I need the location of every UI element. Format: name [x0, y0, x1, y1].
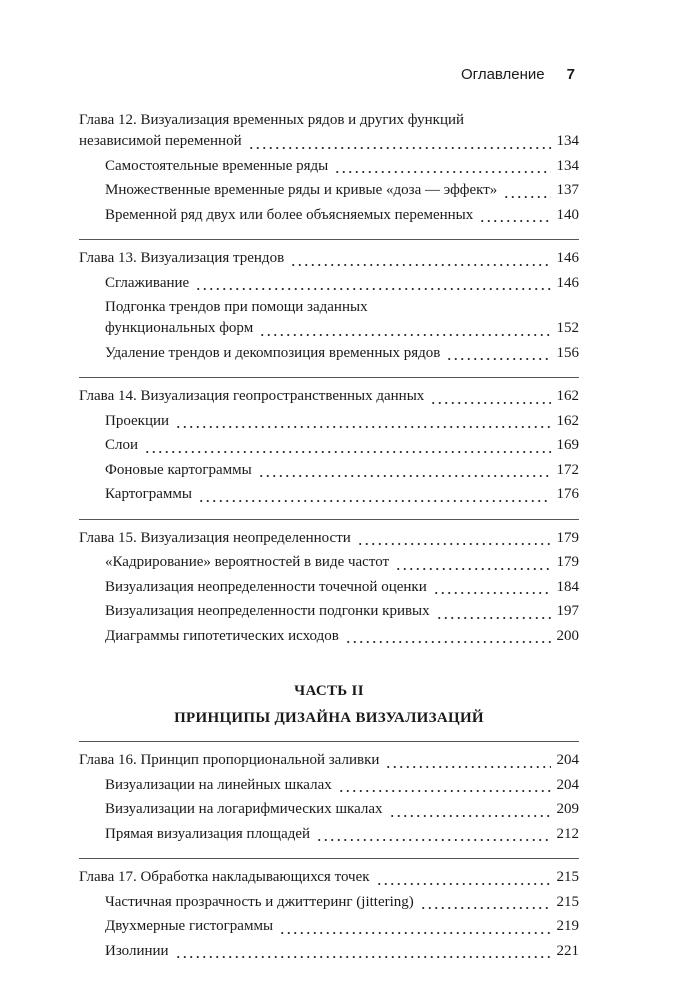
section-title: Картограммы: [105, 486, 192, 502]
page-ref: 221: [556, 942, 579, 959]
page-ref: 140: [556, 206, 579, 223]
chapter-15: [79, 528, 579, 651]
page-ref: 204: [556, 752, 579, 768]
section-row: [79, 460, 579, 485]
section-title-first-line: Подгонка трендов при помощи заданных: [105, 299, 368, 315]
dot-leader: [175, 414, 550, 429]
section-title: функциональных форм: [105, 320, 254, 336]
dot-leader: [175, 944, 551, 959]
chapter-divider: [79, 858, 579, 859]
chapter-12: [79, 110, 579, 229]
dot-leader: [195, 276, 550, 291]
page-ref: 212: [556, 825, 579, 842]
section-row: [79, 484, 579, 509]
page-ref: 209: [556, 801, 579, 817]
section-title: Слои: [105, 437, 139, 453]
section-title: Проекции: [105, 412, 170, 429]
chapter-16: [79, 750, 579, 848]
section-title: Двухмерные гистограммы: [105, 918, 274, 934]
section-row: [79, 273, 579, 298]
section-title: Диаграммы гипотетических исходов: [105, 627, 339, 644]
running-head-title: Оглавление: [461, 66, 545, 83]
dot-leader: [345, 629, 551, 644]
dot-leader: [395, 556, 550, 571]
chapter-row: [79, 750, 579, 775]
chapter-17: [79, 867, 579, 965]
dot-leader: [479, 208, 550, 223]
page-ref: 197: [556, 603, 579, 619]
section-row: [79, 552, 579, 577]
page-ref: 134: [556, 133, 579, 149]
chapter-row: [79, 248, 579, 273]
section-title: Множественные временные ряды и кривые «доза — эффект»: [105, 182, 498, 198]
section-row: [79, 156, 579, 181]
dot-leader: [385, 754, 550, 769]
part-title: ПРИНЦИПЫ ДИЗАЙНА ВИЗУАЛИЗАЦИЙ: [174, 710, 484, 726]
section-title: Временной ряд двух или более объясняемых переменных: [105, 206, 474, 223]
page-ref: 146: [556, 250, 579, 266]
section-title: Визуализация неопределенности подгонки кривых: [105, 603, 430, 619]
section-row: [79, 435, 579, 460]
page-ref: 184: [556, 578, 579, 595]
section-row: [79, 205, 579, 230]
page-ref: 134: [556, 157, 579, 174]
chapter-title: Глава 16. Принцип пропорциональной заливки: [79, 752, 380, 768]
section-row: [79, 892, 579, 917]
section-row: [79, 577, 579, 602]
dot-leader: [290, 252, 550, 267]
dot-leader: [430, 390, 550, 405]
dot-leader: [316, 827, 550, 842]
dot-leader: [503, 184, 550, 199]
chapter-row: [79, 528, 579, 553]
section-row: [79, 411, 579, 436]
dot-leader: [376, 871, 551, 886]
section-title: Визуализация неопределенности точечной оценки: [105, 578, 427, 595]
chapter-divider: [79, 377, 579, 378]
dot-leader: [433, 580, 551, 595]
page-ref: 156: [556, 344, 579, 361]
dot-leader: [357, 531, 551, 546]
page-ref: 152: [556, 320, 579, 336]
section-title: Визуализации на логарифмических шкалах: [105, 801, 383, 817]
dot-leader: [436, 605, 551, 620]
section-title: Прямая визуализация площадей: [105, 825, 311, 842]
dot-leader: [248, 135, 551, 150]
dot-leader: [279, 920, 550, 935]
dot-leader: [389, 803, 551, 818]
chapter-title: Глава 14. Визуализация геопространственных данных: [79, 388, 425, 404]
chapter-divider: [79, 519, 579, 520]
table-of-contents: [79, 110, 579, 965]
dot-leader: [338, 778, 551, 793]
section-row: [79, 626, 579, 651]
dot-leader: [446, 346, 550, 361]
chapter-title-line: [79, 110, 579, 131]
section-title: «Кадрирование» вероятностей в виде частот: [105, 554, 390, 570]
page-ref: 204: [556, 776, 579, 793]
page-ref: 215: [556, 893, 579, 910]
dot-leader: [144, 439, 550, 454]
dot-leader: [259, 322, 550, 337]
page-number: 7: [566, 66, 575, 83]
section-row: [79, 941, 579, 966]
chapter-title: Глава 15. Визуализация неопределенности: [79, 529, 351, 546]
section-title: Самостоятельные временные ряды: [105, 157, 329, 174]
page-ref: 146: [556, 274, 579, 291]
running-head: [461, 66, 575, 83]
section-row: [79, 601, 579, 626]
section-row: [79, 318, 579, 343]
section-row: [79, 824, 579, 849]
dot-leader: [334, 159, 550, 174]
chapter-title: независимой переменной: [79, 133, 242, 149]
section-title: Сглаживание: [105, 274, 190, 291]
section-row: [79, 343, 579, 368]
dot-leader: [198, 488, 551, 503]
page-ref: 179: [556, 554, 579, 570]
section-row: [79, 799, 579, 824]
section-title: Изолинии: [105, 942, 169, 959]
page-ref: 200: [556, 627, 579, 644]
chapter-14: [79, 386, 579, 509]
section-title: Удаление трендов и декомпозиция временных рядов: [105, 344, 441, 361]
section-title: Визуализации на линейных шкалах: [105, 776, 332, 793]
chapter-title: Глава 17. Обработка накладывающихся точек: [79, 869, 370, 885]
section-row: [79, 180, 579, 205]
section-row: [79, 916, 579, 941]
part-number: ЧАСТЬ II: [294, 683, 364, 699]
page-ref: 162: [556, 412, 579, 429]
page-ref: 179: [556, 529, 579, 546]
page-ref: 219: [556, 918, 579, 934]
chapter-title-first-line: Глава 12. Визуализация временных рядов и других функций: [79, 112, 465, 128]
chapter-13: [79, 248, 579, 367]
dot-leader: [258, 463, 551, 478]
section-row: [79, 775, 579, 800]
dot-leader: [420, 895, 551, 910]
page-ref: 215: [556, 869, 579, 885]
page-ref: 162: [556, 388, 579, 404]
section-title-line: [79, 297, 579, 318]
section-title: Фоновые картограммы: [105, 461, 252, 478]
chapter-row: [79, 867, 579, 892]
page-ref: 137: [556, 182, 579, 198]
page-ref: 176: [556, 486, 579, 502]
chapter-row: [79, 131, 579, 156]
chapter-row: [79, 386, 579, 411]
page-ref: 172: [556, 461, 579, 478]
chapter-divider: [79, 239, 579, 240]
page-ref: 169: [556, 437, 579, 453]
part-divider: [79, 741, 579, 742]
chapter-title: Глава 13. Визуализация трендов: [79, 250, 285, 266]
section-title: Частичная прозрачность и джиттеринг (jittering): [105, 893, 414, 910]
